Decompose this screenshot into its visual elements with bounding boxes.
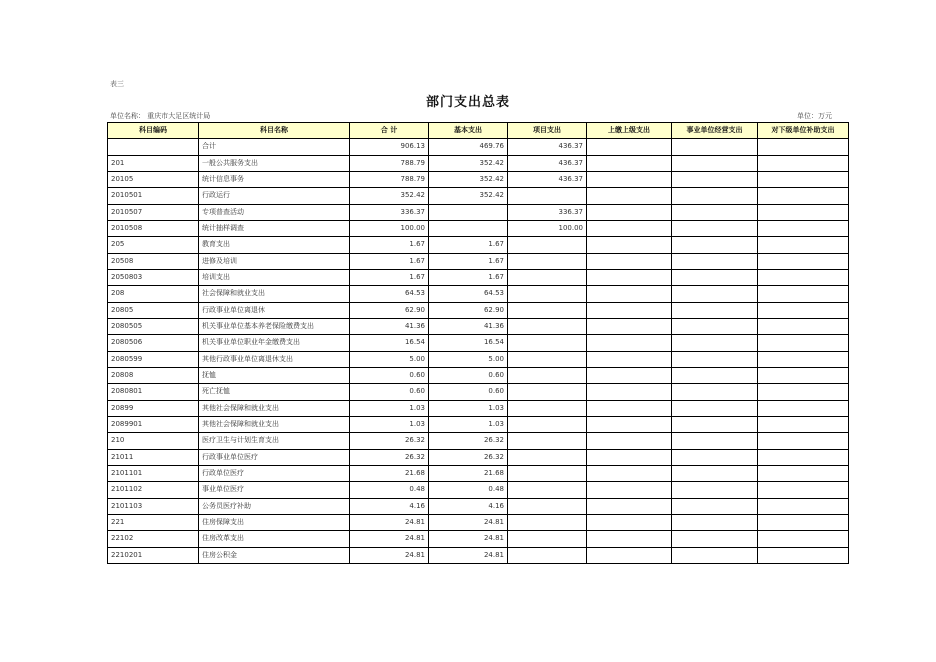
cell-remit [587, 482, 672, 498]
cell-project [508, 351, 587, 367]
cell-project [508, 269, 587, 285]
table-row [108, 302, 849, 318]
cell-subsidy [758, 367, 849, 383]
header-subject-name: 科目名称 [199, 123, 350, 139]
expenditure-table [107, 122, 849, 564]
header-remit-to-superior: 上缴上级支出 [587, 123, 672, 139]
table-number-label: 表三 [110, 80, 124, 88]
table-row [108, 286, 849, 302]
cell-remit [587, 269, 672, 285]
table-row [108, 547, 849, 563]
cell-basic: 5.00 [429, 351, 508, 367]
cell-basic: 1.03 [429, 416, 508, 432]
cell-project: 336.37 [508, 204, 587, 220]
table-row [108, 482, 849, 498]
cell-project: 436.37 [508, 155, 587, 171]
header-project-expenditure: 项目支出 [508, 123, 587, 139]
cell-business [672, 514, 758, 530]
cell-remit [587, 171, 672, 187]
cell-subsidy [758, 237, 849, 253]
header-total: 合 计 [350, 123, 429, 139]
cell-subject-code: 20508 [108, 253, 199, 269]
cell-subject-name: 公务员医疗补助 [199, 498, 350, 514]
cell-business [672, 384, 758, 400]
cell-project [508, 482, 587, 498]
cell-remit [587, 253, 672, 269]
cell-subject-code: 2080801 [108, 384, 199, 400]
table-row [108, 416, 849, 432]
cell-basic: 62.90 [429, 302, 508, 318]
cell-subject-name: 行政事业单位离退休 [199, 302, 350, 318]
cell-remit [587, 367, 672, 383]
cell-project [508, 400, 587, 416]
cell-remit [587, 302, 672, 318]
cell-subsidy [758, 351, 849, 367]
cell-subsidy [758, 302, 849, 318]
cell-remit [587, 514, 672, 530]
cell-business [672, 155, 758, 171]
cell-subject-name: 其他社会保障和就业支出 [199, 416, 350, 432]
cell-subject-name: 住房公积金 [199, 547, 350, 563]
cell-basic: 26.32 [429, 449, 508, 465]
cell-total: 26.32 [350, 433, 429, 449]
header-business-operation: 事业单位经营支出 [672, 123, 758, 139]
cell-subsidy [758, 204, 849, 220]
cell-total: 5.00 [350, 351, 429, 367]
cell-project [508, 465, 587, 481]
cell-remit [587, 351, 672, 367]
cell-remit [587, 286, 672, 302]
cell-subject-code: 2050803 [108, 269, 199, 285]
table-row [108, 531, 849, 547]
cell-subject-name: 专项普查活动 [199, 204, 350, 220]
cell-project [508, 188, 587, 204]
cell-project [508, 253, 587, 269]
cell-subsidy [758, 220, 849, 236]
header-subsidy-to-subordinate: 对下级单位补助支出 [758, 123, 849, 139]
cell-remit [587, 400, 672, 416]
cell-basic: 1.03 [429, 400, 508, 416]
cell-total: 62.90 [350, 302, 429, 318]
cell-subject-name: 一般公共服务支出 [199, 155, 350, 171]
cell-basic: 0.60 [429, 384, 508, 400]
cell-business [672, 302, 758, 318]
table-row [108, 204, 849, 220]
cell-subject-name: 其他行政事业单位离退休支出 [199, 351, 350, 367]
cell-basic: 352.42 [429, 171, 508, 187]
cell-remit [587, 416, 672, 432]
cell-remit [587, 465, 672, 481]
table-row [108, 237, 849, 253]
cell-project: 436.37 [508, 171, 587, 187]
cell-subject-code: 210 [108, 433, 199, 449]
cell-subject-name: 事业单位医疗 [199, 482, 350, 498]
cell-total: 906.13 [350, 139, 429, 155]
cell-total: 0.48 [350, 482, 429, 498]
table-row [108, 449, 849, 465]
cell-total: 1.03 [350, 400, 429, 416]
cell-total: 336.37 [350, 204, 429, 220]
cell-basic: 0.60 [429, 367, 508, 383]
cell-remit [587, 155, 672, 171]
table-row [108, 335, 849, 351]
header-basic-expenditure: 基本支出 [429, 123, 508, 139]
cell-subject-name: 其他社会保障和就业支出 [199, 400, 350, 416]
cell-total: 24.81 [350, 547, 429, 563]
cell-basic: 26.32 [429, 433, 508, 449]
cell-project [508, 547, 587, 563]
cell-subject-name: 社会保障和就业支出 [199, 286, 350, 302]
cell-business [672, 449, 758, 465]
cell-basic: 16.54 [429, 335, 508, 351]
cell-basic: 24.81 [429, 514, 508, 530]
cell-project [508, 449, 587, 465]
cell-basic: 1.67 [429, 253, 508, 269]
cell-total: 0.60 [350, 367, 429, 383]
cell-total: 26.32 [350, 449, 429, 465]
cell-project [508, 318, 587, 334]
cell-total: 64.53 [350, 286, 429, 302]
cell-basic: 21.68 [429, 465, 508, 481]
cell-remit [587, 204, 672, 220]
cell-subsidy [758, 433, 849, 449]
cell-basic: 1.67 [429, 269, 508, 285]
cell-subject-name: 医疗卫生与计划生育支出 [199, 433, 350, 449]
cell-subject-code: 2089901 [108, 416, 199, 432]
cell-subject-code: 20808 [108, 367, 199, 383]
cell-subject-code: 205 [108, 237, 199, 253]
cell-subject-name: 教育支出 [199, 237, 350, 253]
cell-subject-code: 201 [108, 155, 199, 171]
table-row [108, 400, 849, 416]
cell-project [508, 237, 587, 253]
table-row [108, 318, 849, 334]
cell-business [672, 220, 758, 236]
cell-basic: 64.53 [429, 286, 508, 302]
cell-business [672, 171, 758, 187]
table-row [108, 433, 849, 449]
cell-subject-code: 2101103 [108, 498, 199, 514]
cell-subsidy [758, 155, 849, 171]
cell-business [672, 433, 758, 449]
cell-project [508, 384, 587, 400]
cell-remit [587, 220, 672, 236]
cell-subsidy [758, 269, 849, 285]
cell-project [508, 416, 587, 432]
cell-business [672, 269, 758, 285]
cell-business [672, 188, 758, 204]
cell-business [672, 253, 758, 269]
cell-project [508, 302, 587, 318]
cell-subject-name: 行政单位医疗 [199, 465, 350, 481]
cell-subject-name: 抚恤 [199, 367, 350, 383]
cell-subject-code [108, 139, 199, 155]
cell-total: 41.36 [350, 318, 429, 334]
cell-subject-name: 统计信息事务 [199, 171, 350, 187]
cell-subsidy [758, 139, 849, 155]
cell-total: 788.79 [350, 171, 429, 187]
cell-remit [587, 384, 672, 400]
cell-subject-code: 2210201 [108, 547, 199, 563]
header-subject-code: 科目编码 [108, 123, 199, 139]
cell-total: 1.67 [350, 253, 429, 269]
cell-total: 352.42 [350, 188, 429, 204]
cell-project [508, 286, 587, 302]
cell-total: 16.54 [350, 335, 429, 351]
cell-basic: 1.67 [429, 237, 508, 253]
cell-remit [587, 498, 672, 514]
cell-project [508, 498, 587, 514]
cell-project: 436.37 [508, 139, 587, 155]
cell-subject-code: 2010501 [108, 188, 199, 204]
cell-subject-name: 住房改革支出 [199, 531, 350, 547]
cell-subject-name: 死亡抚恤 [199, 384, 350, 400]
cell-remit [587, 139, 672, 155]
cell-subject-name: 合计 [199, 139, 350, 155]
table-row [108, 384, 849, 400]
cell-subject-code: 208 [108, 286, 199, 302]
cell-subject-code: 2010507 [108, 204, 199, 220]
cell-subsidy [758, 253, 849, 269]
cell-remit [587, 547, 672, 563]
cell-subsidy [758, 514, 849, 530]
cell-business [672, 367, 758, 383]
cell-subsidy [758, 531, 849, 547]
cell-total: 4.16 [350, 498, 429, 514]
cell-subject-code: 20105 [108, 171, 199, 187]
cell-subsidy [758, 449, 849, 465]
cell-project [508, 514, 587, 530]
table-row [108, 253, 849, 269]
cell-subject-code: 2080505 [108, 318, 199, 334]
cell-basic [429, 220, 508, 236]
cell-remit [587, 237, 672, 253]
cell-total: 24.81 [350, 514, 429, 530]
cell-subject-name: 培训支出 [199, 269, 350, 285]
cell-business [672, 237, 758, 253]
table-row [108, 188, 849, 204]
cell-total: 1.67 [350, 237, 429, 253]
cell-subject-code: 20899 [108, 400, 199, 416]
table-row [108, 220, 849, 236]
cell-subject-code: 20805 [108, 302, 199, 318]
cell-business [672, 139, 758, 155]
cell-total: 100.00 [350, 220, 429, 236]
cell-business [672, 482, 758, 498]
cell-basic [429, 204, 508, 220]
cell-total: 1.67 [350, 269, 429, 285]
cell-subject-name: 机关事业单位基本养老保险缴费支出 [199, 318, 350, 334]
cell-subject-name: 住房保障支出 [199, 514, 350, 530]
cell-subject-code: 2080599 [108, 351, 199, 367]
cell-business [672, 498, 758, 514]
cell-subsidy [758, 335, 849, 351]
cell-remit [587, 188, 672, 204]
table-row [108, 465, 849, 481]
cell-total: 788.79 [350, 155, 429, 171]
cell-subsidy [758, 498, 849, 514]
cell-subject-code: 2101101 [108, 465, 199, 481]
cell-subsidy [758, 416, 849, 432]
table-row [108, 269, 849, 285]
cell-business [672, 286, 758, 302]
cell-remit [587, 335, 672, 351]
table-row [108, 155, 849, 171]
cell-total: 24.81 [350, 531, 429, 547]
table-row [108, 139, 849, 155]
cell-project [508, 335, 587, 351]
cell-subject-code: 21011 [108, 449, 199, 465]
cell-basic: 41.36 [429, 318, 508, 334]
cell-subject-code: 2080506 [108, 335, 199, 351]
cell-business [672, 351, 758, 367]
cell-subsidy [758, 482, 849, 498]
cell-basic: 4.16 [429, 498, 508, 514]
cell-project [508, 367, 587, 383]
cell-subsidy [758, 286, 849, 302]
cell-subsidy [758, 400, 849, 416]
cell-subject-code: 221 [108, 514, 199, 530]
cell-subsidy [758, 318, 849, 334]
cell-subject-name: 机关事业单位职业年金缴费支出 [199, 335, 350, 351]
cell-subsidy [758, 465, 849, 481]
cell-basic: 24.81 [429, 547, 508, 563]
cell-business [672, 400, 758, 416]
table-row [108, 498, 849, 514]
cell-business [672, 204, 758, 220]
cell-business [672, 547, 758, 563]
cell-subject-code: 2101102 [108, 482, 199, 498]
cell-basic: 469.76 [429, 139, 508, 155]
cell-business [672, 318, 758, 334]
cell-project [508, 531, 587, 547]
cell-total: 21.68 [350, 465, 429, 481]
table-row [108, 514, 849, 530]
cell-business [672, 335, 758, 351]
table-row [108, 171, 849, 187]
cell-subsidy [758, 547, 849, 563]
cell-project [508, 433, 587, 449]
currency-unit-label: 单位：万元 [797, 112, 832, 120]
cell-subsidy [758, 188, 849, 204]
cell-business [672, 465, 758, 481]
cell-subject-code: 22102 [108, 531, 199, 547]
table-row [108, 351, 849, 367]
cell-subsidy [758, 171, 849, 187]
table-header-row [108, 123, 849, 139]
table-row [108, 367, 849, 383]
cell-subsidy [758, 384, 849, 400]
cell-business [672, 416, 758, 432]
page-title: 部门支出总表 [425, 95, 510, 110]
cell-business [672, 531, 758, 547]
cell-total: 1.03 [350, 416, 429, 432]
cell-subject-code: 2010508 [108, 220, 199, 236]
cell-subject-name: 行政事业单位医疗 [199, 449, 350, 465]
cell-subject-name: 统计抽样调查 [199, 220, 350, 236]
unit-name-label: 单位名称： 重庆市大足区统计局 [110, 112, 211, 120]
cell-remit [587, 449, 672, 465]
cell-basic: 352.42 [429, 188, 508, 204]
cell-remit [587, 433, 672, 449]
cell-remit [587, 318, 672, 334]
cell-total: 0.60 [350, 384, 429, 400]
cell-basic: 24.81 [429, 531, 508, 547]
cell-subject-name: 进修及培训 [199, 253, 350, 269]
cell-remit [587, 531, 672, 547]
cell-basic: 0.48 [429, 482, 508, 498]
cell-basic: 352.42 [429, 155, 508, 171]
cell-subject-name: 行政运行 [199, 188, 350, 204]
cell-project: 100.00 [508, 220, 587, 236]
